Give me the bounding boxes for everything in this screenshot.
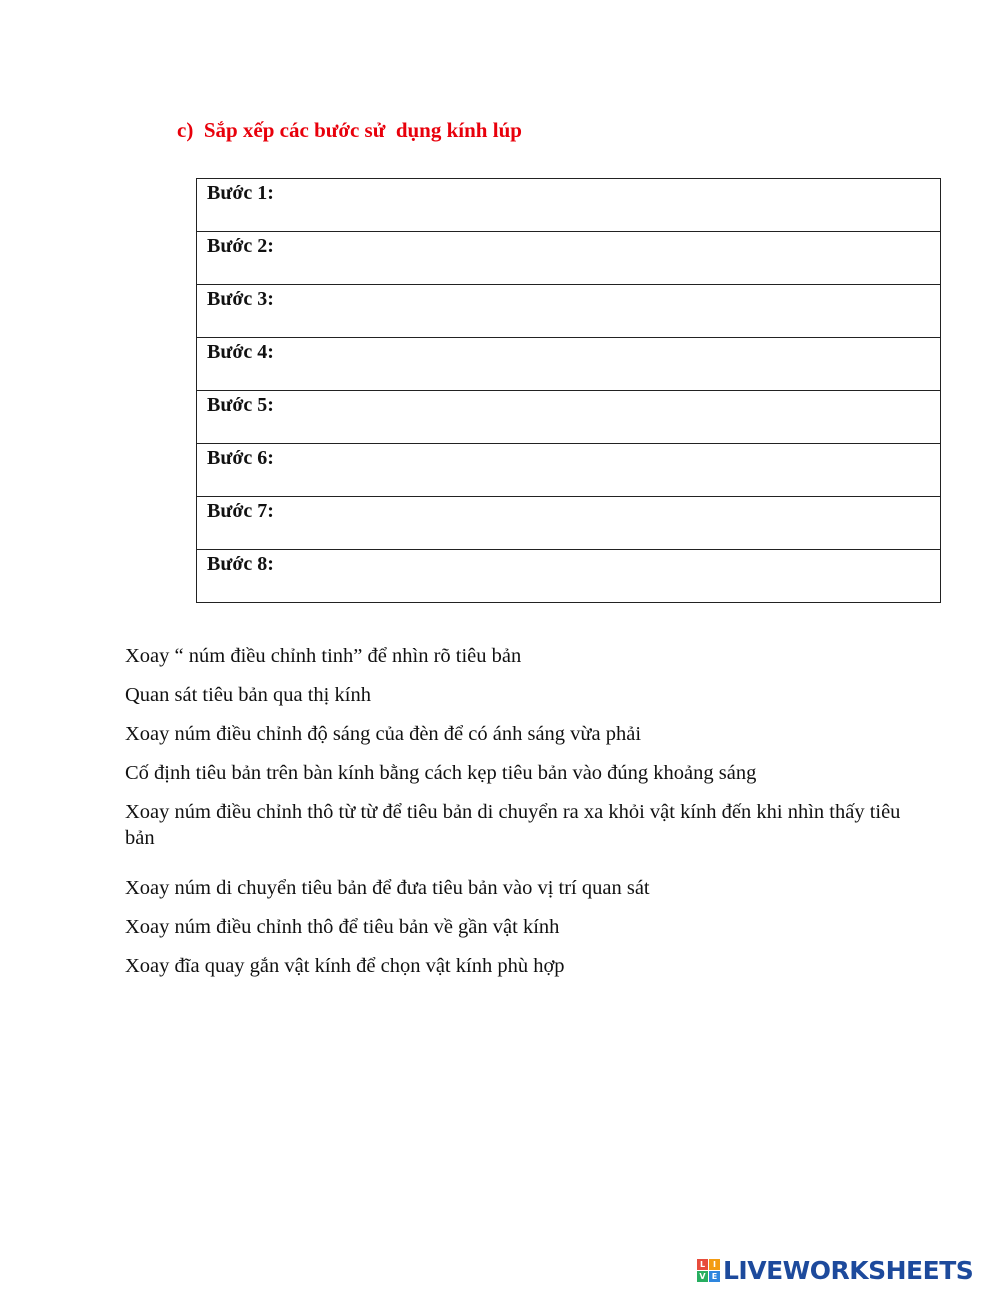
section-heading: c) Sắp xếp các bước sử dụng kính lúp [177, 118, 522, 142]
step-cell-1[interactable]: Bước 1: [197, 179, 941, 232]
step-cell-6[interactable]: Bước 6: [197, 444, 941, 497]
logo-letter-e: E [709, 1271, 720, 1282]
liveworksheets-logo-icon [697, 1259, 720, 1282]
step-row-1 [197, 179, 941, 232]
watermark-text: LIVEWORKSHEETS [723, 1255, 974, 1285]
step-row-7 [197, 497, 941, 550]
step-row-3 [197, 285, 941, 338]
answer-options [125, 643, 925, 979]
step-cell-4[interactable]: Bước 4: [197, 338, 941, 391]
step-row-2 [197, 232, 941, 285]
step-cell-5[interactable]: Bước 5: [197, 391, 941, 444]
step-row-6 [197, 444, 941, 497]
step-cell-7[interactable]: Bước 7: [197, 497, 941, 550]
step-cell-8[interactable]: Bước 8: [197, 550, 941, 603]
step-row-4 [197, 338, 941, 391]
logo-letter-l: L [697, 1259, 708, 1270]
logo-letter-v: V [697, 1271, 708, 1282]
liveworksheets-watermark [697, 1255, 973, 1285]
option-8[interactable]: Xoay đĩa quay gắn vật kính để chọn vật kính phù hợp [125, 955, 565, 977]
option-1[interactable]: Xoay “ núm điều chỉnh tinh” để nhìn rõ tiêu bản [125, 645, 522, 667]
logo-letter-i: I [709, 1259, 720, 1270]
option-4[interactable]: Cố định tiêu bản trên bàn kính bằng cách kẹp tiêu bản vào đúng khoảng sáng [125, 762, 757, 784]
steps-table [196, 178, 941, 603]
step-row-8 [197, 550, 941, 603]
option-3[interactable]: Xoay núm điều chỉnh độ sáng của đèn để có ánh sáng vừa phải [125, 723, 642, 745]
option-2[interactable]: Quan sát tiêu bản qua thị kính [125, 684, 371, 706]
step-cell-2[interactable]: Bước 2: [197, 232, 941, 285]
step-row-5 [197, 391, 941, 444]
step-cell-3[interactable]: Bước 3: [197, 285, 941, 338]
option-6[interactable]: Xoay núm di chuyển tiêu bản để đưa tiêu bản vào vị trí quan sát [125, 877, 650, 899]
option-7[interactable]: Xoay núm điều chỉnh thô để tiêu bản về gần vật kính [125, 916, 560, 938]
option-5[interactable]: Xoay núm điều chỉnh thô từ từ để tiêu bản di chuyển ra xa khỏi vật kính đến khi nhìn thấy tiêu bản [125, 801, 901, 849]
